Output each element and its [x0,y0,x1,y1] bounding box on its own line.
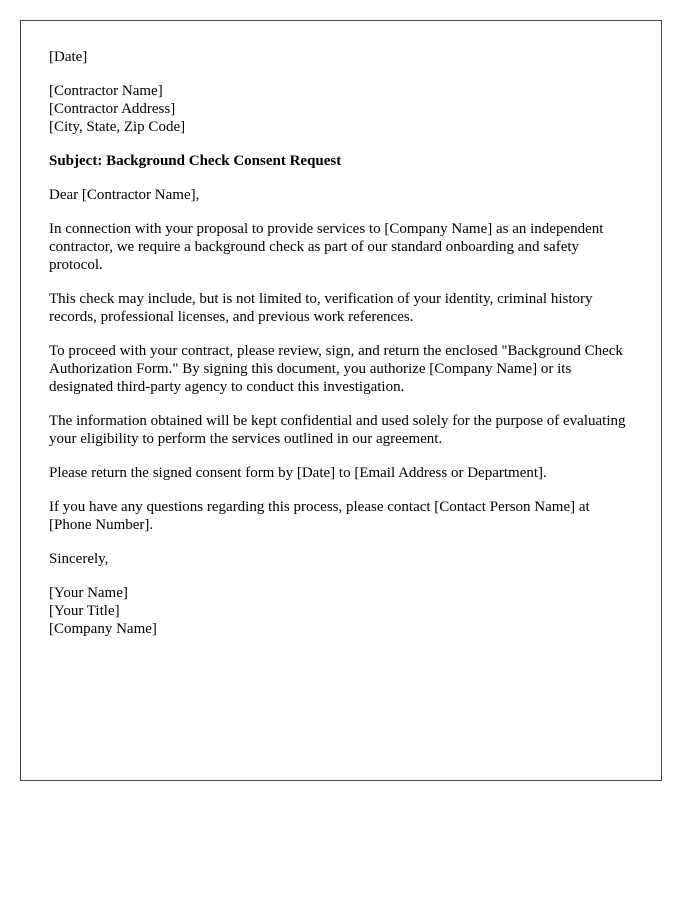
body-paragraph-confidentiality: The information obtained will be kept confidential and used solely for the purpose of evaluating your eligibility to perform the services outlined in our agreement. [49,413,626,447]
recipient-address-block [49,82,633,136]
recipient-name: [Contractor Name] [49,83,163,99]
body-paragraph-intro: In connection with your proposal to provide services to [Company Name] as an independent contractor, we require a background check as part of our standard onboarding and safety protocol. [49,221,604,273]
recipient-city-state-zip: [City, State, Zip Code] [49,119,186,135]
recipient-address: [Contractor Address] [49,101,176,117]
signature-name: [Your Name] [49,585,128,601]
body-paragraph-contact: If you have any questions regarding this process, please contact [Contact Person Name] at [Phone Number]. [49,499,590,533]
salutation: Dear [Contractor Name], [49,187,200,203]
body-paragraph-authorization: To proceed with your contract, please review, sign, and return the enclosed "Background Check Authorization Form." By signing this document, you authorize [Company Name] or its designated third-party agency to conduct this investigation. [49,343,623,395]
subject-line: Subject: Background Check Consent Request [49,153,342,169]
date-text: [Date] [49,49,88,65]
signature-title: [Your Title] [49,603,120,619]
body-paragraph-deadline: Please return the signed consent form by [Date] to [Email Address or Department]. [49,465,547,481]
signature-company: [Company Name] [49,621,157,637]
closing: Sincerely, [49,551,109,567]
signature-block [49,584,633,638]
letter-page [20,20,662,781]
body-paragraph-scope: This check may include, but is not limited to, verification of your identity, criminal history records, professional licenses, and previous work references. [49,291,593,325]
letter-date [49,48,633,66]
